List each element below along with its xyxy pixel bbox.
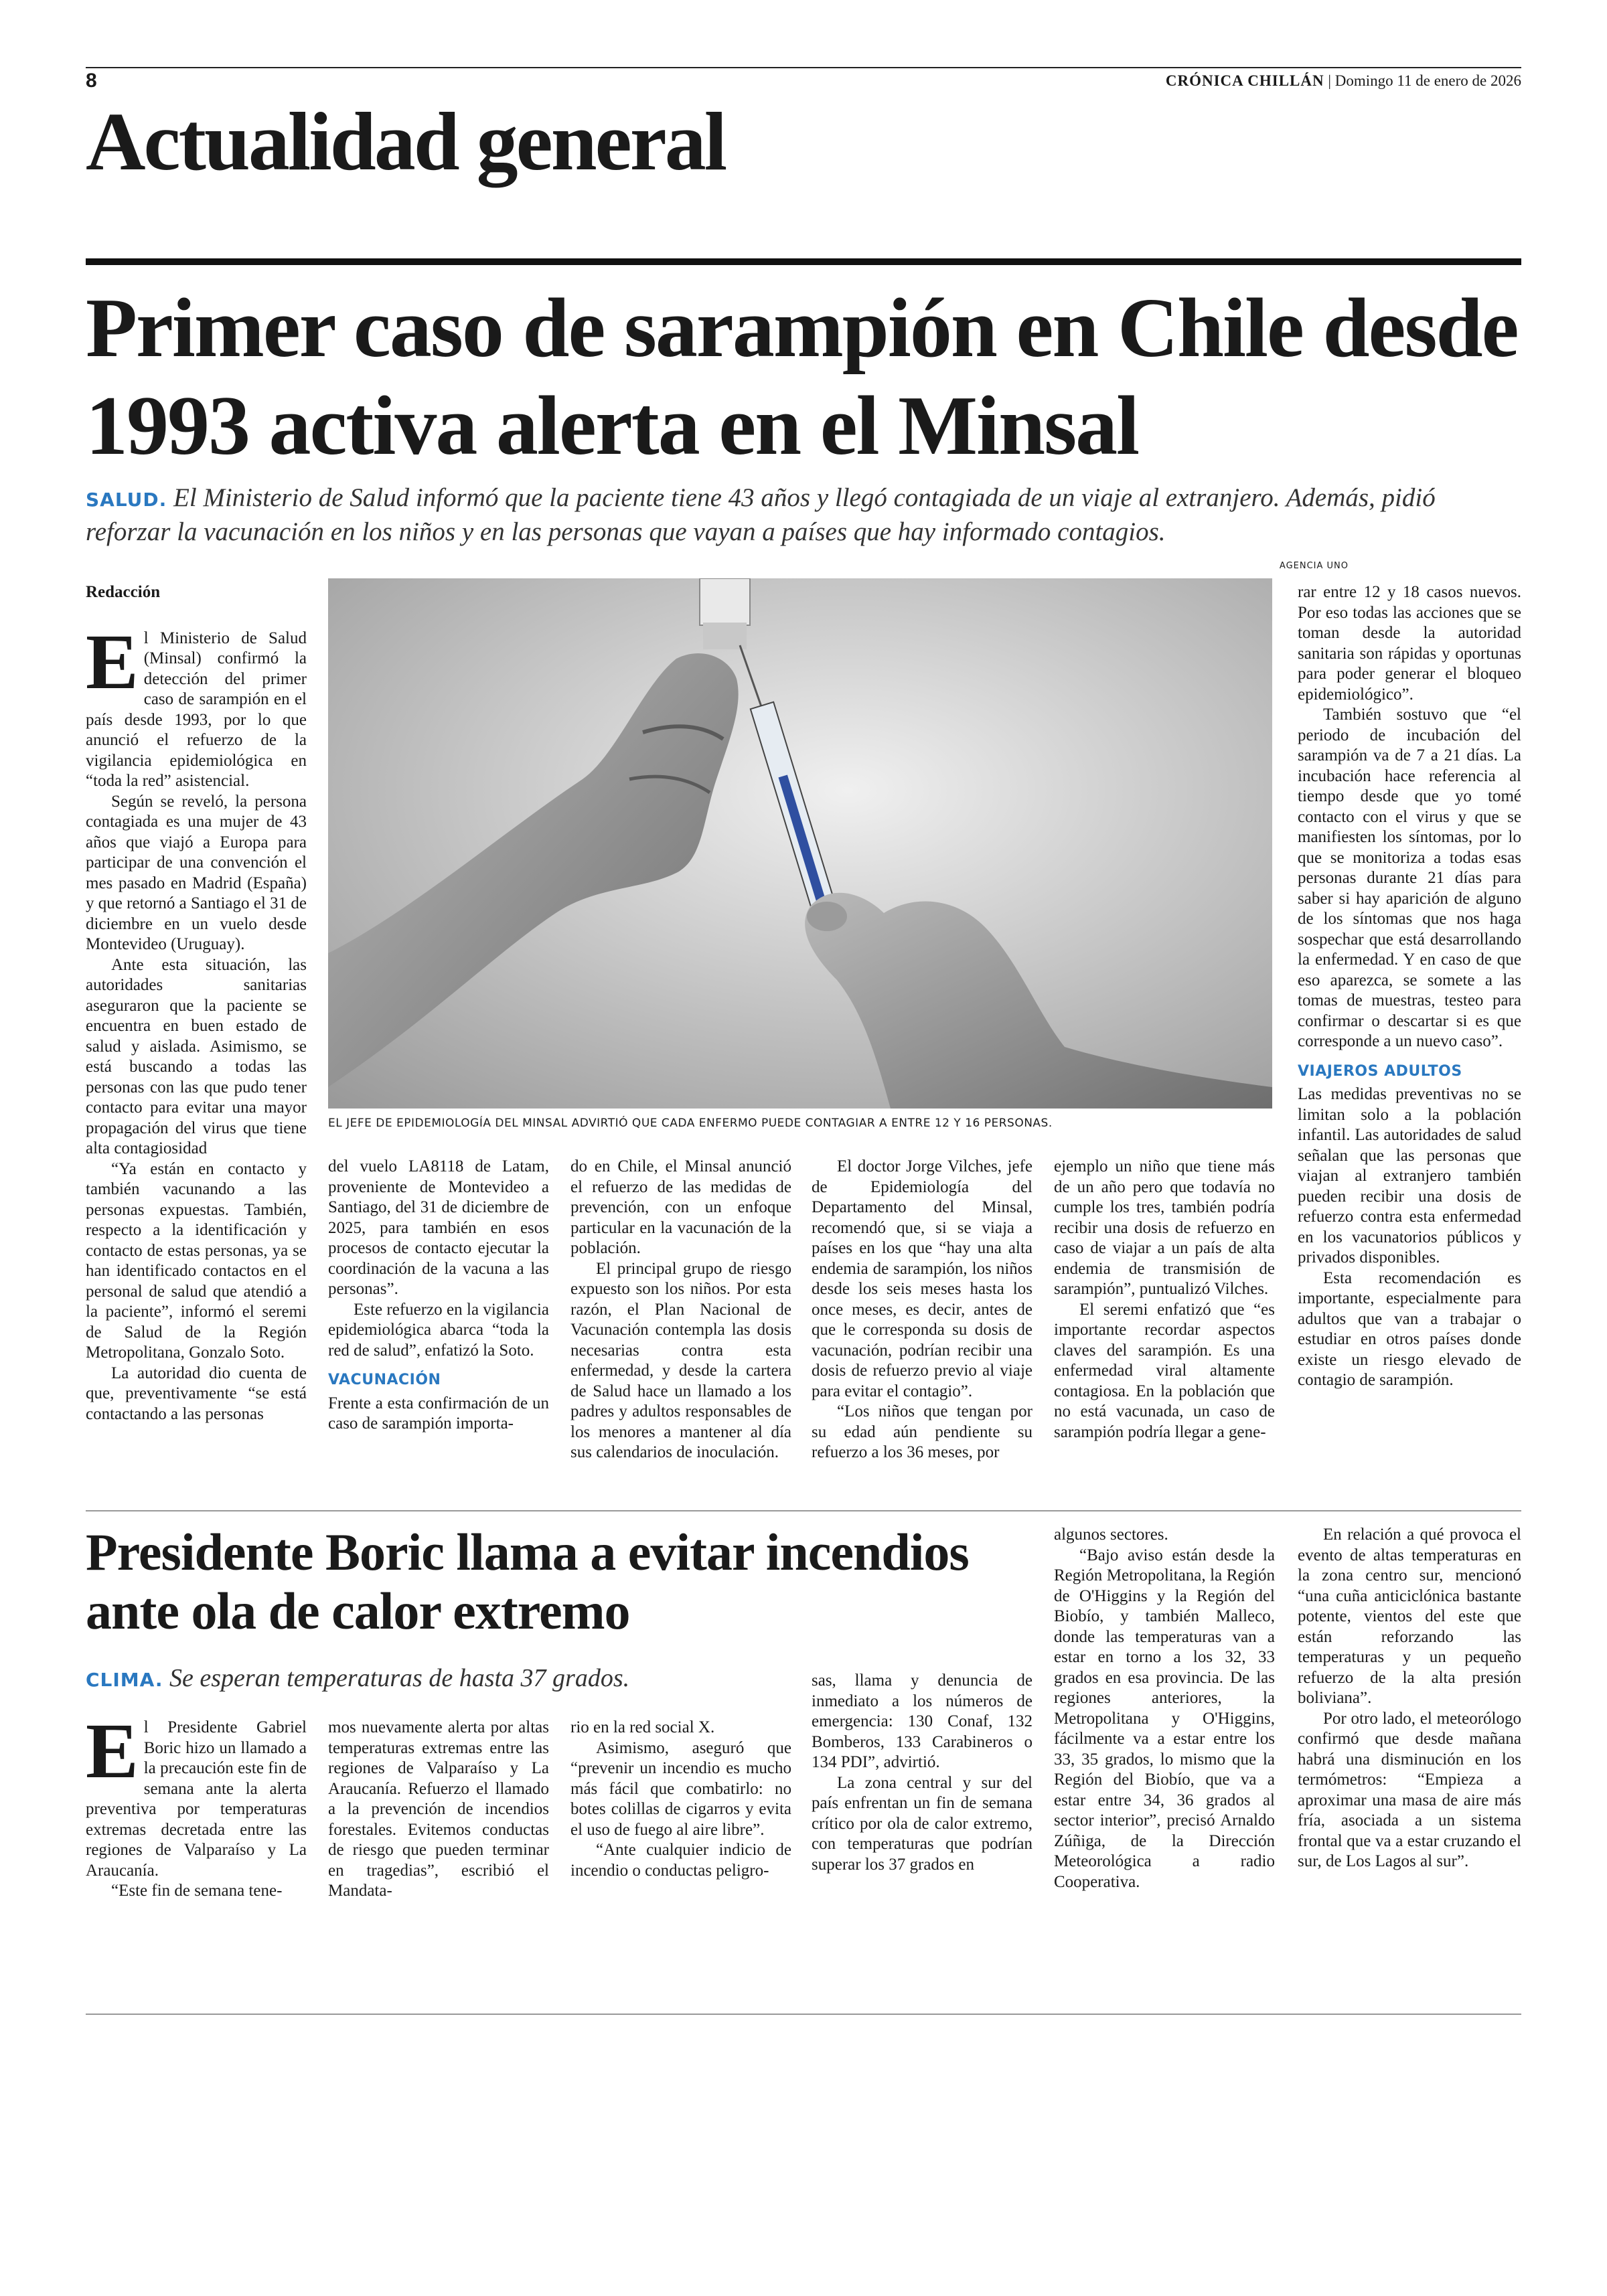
paragraph: do en Chile, el Minsal anunció el refuerzo de las medidas de prevención, con un enfoque particular en la vacunación de la población. (570, 1157, 791, 1257)
article2-column-3 (570, 1718, 791, 1881)
paragraph: El principal grupo de riesgo expuesto son los niños. Por esta razón, el Plan Nacional de Vacunación contempla las dosis necesarias contra esta enfermedad, y desde la cartera de Salud hace un llamado a los padres y adultos responsables de los menores a mantener al día sus calendarios de inoculación. (570, 1259, 791, 1461)
article2-kicker: CLIMA. (86, 1669, 163, 1691)
paragraph: “Este fin de semana tene- (111, 1882, 283, 1900)
paragraph: Asimismo, aseguró que “prevenir un incendio es mucho más fácil que combatirlo: no botes colillas de cigarros y evita el uso de fuego al aire libre”. (570, 1738, 791, 1839)
article1-column-5 (1054, 1157, 1275, 1443)
article1-column-1 (86, 582, 307, 1424)
paragraph: Ante esta situación, las autoridades sanitarias aseguraron que la paciente se encuentra en buen estado de salud y aislada. Asimismo, se está buscando a todas las personas con las que pudo tener contacto para evitar una mayor propagación del virus que tiene alta contagiosidad (86, 955, 307, 1157)
paragraph: rio en la red social X. (570, 1718, 715, 1736)
article2-column-4 (812, 1671, 1032, 1875)
paragraph: Las medidas preventivas no se limitan solo a la población infantil. Las autoridades de salud señalan que las personas que viajan al extranjero también pueden recibir una dosis de refuerzo contra esta enfermedad en los vacunatorios públicos y privados disponibles. (1298, 1085, 1521, 1266)
paragraph: rar entre 12 y 18 casos nuevos. Por eso todas las acciones que se toman desde la autoridad sanitaria son rápidas y oportunas para poder generar el bloqueo epidemiológico”. (1298, 583, 1521, 704)
paragraph: El doctor Jorge Vilches, jefe de Epidemiología del Departamento del Minsal, recomendó que, si se viaja a países en los que “hay una alta endemia de sarampión, los niños desde los seis meses hasta los once meses, es decir, antes de que le corresponda su dosis de vacunación, podrían recibir una dosis de refuerzo previo al viaje para evitar el contagio”. (812, 1157, 1032, 1400)
paragraph: algunos sectores. (1054, 1526, 1168, 1544)
article1-deck-text: El Ministerio de Salud informó que la paciente tiene 43 años y llegó contagiada de un viaje al extranjero. Además, pidió reforzar la vacunación en los niños y en las personas que vayan a países que hay informado contagios. (86, 483, 1436, 546)
paragraph: mos nuevamente alerta por altas temperaturas extremas entre las regiones de Valparaíso y La Araucanía. Refuerzo el llamado a la prevención de incendios forestales. Evitemos conductas de riesgo que pueden terminar en tragedias”, escribió el Mandata- (328, 1718, 549, 1900)
photo-caption: EL JEFE DE EPIDEMIOLOGÍA DEL MINSAL ADVIRTIÓ QUE CADA ENFERMO PUEDE CONTAGIAR A ENTRE 12 Y 16 PERSONAS. (328, 1117, 1053, 1130)
paragraph: Por otro lado, el meteorólogo confirmó que desde mañana habrá una disminución en los termómetros: “Empieza a aproximar una masa de aire más fría, asociada a un sistema frontal que va a estar cruzando el sur, de Los Lagos al sur”. (1298, 1709, 1521, 1870)
article2-deck-text: Se esperan temperaturas de hasta 37 grados. (169, 1664, 630, 1692)
newspaper-name: CRÓNICA CHILLÁN (1165, 72, 1324, 89)
paragraph: “Bajo aviso están desde la Región Metropolitana, la Región de O'Higgins y la Región del Biobío, y también Malleco, donde las temperaturas van a estar en torno a los 32, 33 grados en esa provincia. De las regiones anteriores, la Metropolitana y O'Higgins, fácilmente va a estar entre los 33, 35 grados, lo mismo que la Región del Biobío, que va a estar entre 34, 36 grados al sector interior”, precisó Arnaldo Zúñiga, de la Dirección Meteorológica a radio Cooperativa. (1054, 1546, 1275, 1891)
issue-date: | Domingo 11 de enero de 2026 (1328, 72, 1521, 89)
paragraph: Frente a esta confirmación de un caso de sarampión importa- (328, 1394, 549, 1432)
paragraph: Este refuerzo en la vigilancia epidemiológica abarca “toda la red de salud”, enfatizó la Soto. (328, 1300, 549, 1360)
article2-column-6 (1298, 1525, 1521, 1872)
article2-headline: Presidente Boric llama a evitar incendios ante ola de calor extremo (86, 1523, 969, 1640)
paragraph: La autoridad dio cuenta de que, preventivamente “se está contactando a las personas (86, 1364, 307, 1423)
article1-column-3 (570, 1157, 791, 1463)
paragraph: El seremi enfatizó que “es importante recordar aspectos claves del sarampión. Es una enfermedad viral altamente contagiosa. En la población que no está vacunada, un caso de sarampión podría llegar a gene- (1054, 1300, 1275, 1441)
paragraph: l Presidente Gabriel Boric hizo un llamado a la precaución este fin de semana ante la alerta preventiva por temperaturas extremas decretada entre las regiones de Valparaíso y La Araucanía. (86, 1718, 307, 1880)
paragraph: En relación a qué provoca el evento de altas temperaturas en la zona centro sur, mencionó “una cuña anticiclónica bastante potente, vientos del este que están reforzando las temperaturas y un pequeño refuerzo de la alta presión boliviana”. (1298, 1526, 1521, 1707)
paragraph: del vuelo LA8118 de Latam, proveniente de Montevideo a Santiago, del 31 de diciembre de 2025, para también en esos procesos de contacto ejecutar la coordinación de la vacuna a las personas”. (328, 1157, 549, 1298)
dropcap: E (86, 617, 139, 706)
article1-deck (86, 482, 1521, 548)
hands-syringe-illustration (328, 578, 1272, 1109)
paragraph: “Ya están en contacto y también vacunando a las personas expuestas. También, respecto a la identificación y contacto de estas personas, ya se han identificado contactos en el personal de salud que atendió a la paciente”, informó el seremi de Salud de la Región Metropolitana, Gonzalo Soto. (86, 1159, 307, 1362)
article1-kicker: SALUD. (86, 489, 167, 511)
newspaper-info (1166, 72, 1521, 90)
subheading-vacunacion: VACUNACIÓN (328, 1372, 441, 1388)
byline: Redacción (86, 583, 161, 601)
article1-column-6 (1298, 582, 1521, 1391)
paragraph: “Los niños que tengan por su edad aún pendiente su refuerzo a los 36 meses, por (812, 1402, 1032, 1461)
section-title: Actualidad general (86, 96, 726, 187)
paragraph: sas, llama y denuncia de inmediato a los números de emergencia: 130 Conaf, 132 Bomberos, 133 Carabineros o 134 PDI”, advirtió. (812, 1671, 1032, 1771)
article2-column-5 (1054, 1525, 1275, 1892)
paragraph: l Ministerio de Salud (Minsal) confirmó la detección del primer caso de sarampión en el país desde 1993, por lo que anunció el refuerzo de la vigilancia epidemiológica en “toda la red” asistencial. (86, 629, 307, 790)
photo-credit: AGENCIA UNO (1279, 561, 1349, 571)
paragraph: ejemplo un niño que tiene más de un año pero que todavía no cumple los tres, también podría recibir una dosis de refuerzo en caso de viajar a un país de alta endemia de transmisión de sarampión”, puntualizó Vilches. (1054, 1157, 1275, 1298)
section-rule (86, 258, 1521, 265)
vaccine-photo (328, 578, 1272, 1109)
article2-column-2 (328, 1718, 549, 1902)
subheading-viajeros: VIAJEROS ADULTOS (1298, 1062, 1462, 1080)
paragraph: Según se reveló, la persona contagiada es una mujer de 43 años que viajó a Europa para participar de una convención el mes pasado en Madrid (España) y que retornó a Santiago el 31 de diciembre en un vuelo desde Montevideo (Uruguay). (86, 792, 307, 953)
paragraph: La zona central y sur del país enfrentan un fin de semana crítico por ola de calor extremo, con temperaturas que podrían superar los 37 grados en (812, 1773, 1032, 1874)
dropcap: E (86, 1707, 139, 1795)
article1-column-4 (812, 1157, 1032, 1463)
top-rule (86, 67, 1521, 68)
article1-column-2 (328, 1157, 549, 1434)
paragraph: “Ante cualquier indicio de incendio o conductas peligro- (570, 1841, 791, 1880)
paragraph: Esta recomendación es importante, especialmente para adultos que van a trabajar o estudiar en otros países donde existe un riesgo elevado de contagio de sarampión. (1298, 1268, 1521, 1389)
article2-column-1 (86, 1707, 307, 1902)
paragraph: También sostuvo que “el periodo de incubación del sarampión va de 7 a 21 días. La incubación hace referencia al tiempo desde que yo tomé contacto con el virus y que se manifiesten los síntomas, por lo que se monitoriza a todas esas personas durante 21 días para saber si hay aparición de alguno de los síntomas que nos haga sospechar que está desarrollando la enfermedad. Y en caso de que eso aparezca, se somete a las tomas de muestras, testeo para confirmar o descartar si es que corresponde a un nuevo caso”. (1298, 706, 1521, 1050)
article1-headline: Primer caso de sarampión en Chile desde 1993 activa alerta en el Minsal (86, 282, 1518, 473)
bottom-rule (86, 2014, 1521, 2015)
article-divider (86, 1510, 1521, 1511)
page-number: 8 (86, 70, 97, 92)
